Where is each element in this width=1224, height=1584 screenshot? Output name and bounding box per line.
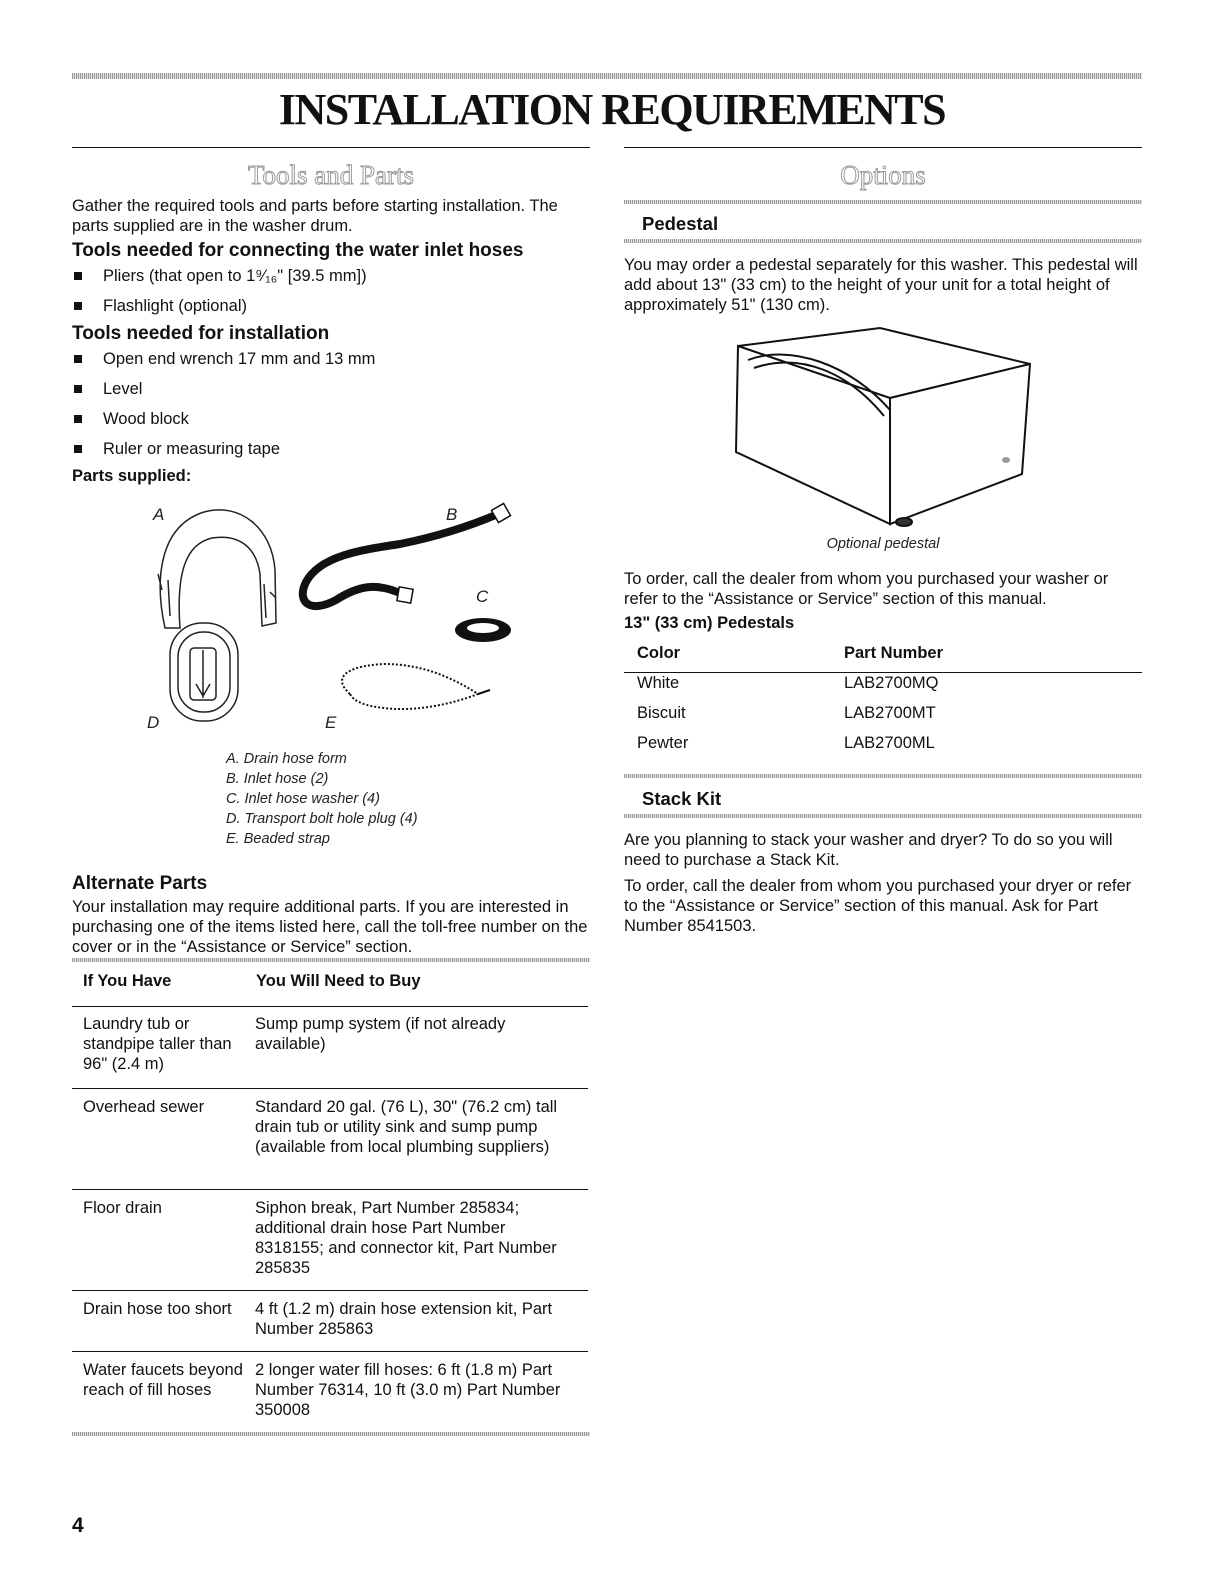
list-item: Flashlight (optional) xyxy=(72,296,582,326)
list-item: Open end wrench 17 mm and 13 mm xyxy=(72,349,582,379)
alternate-parts-rows xyxy=(72,1007,588,1427)
inlet-hose-washer-drawing xyxy=(455,618,511,642)
pedestal-drawing xyxy=(736,328,1030,526)
table-row xyxy=(624,674,1142,704)
cell-part: LAB2700MQ xyxy=(844,674,939,692)
caption: D. Transport bolt hole plug (4) xyxy=(226,811,418,827)
list-item: Ruler or measuring tape xyxy=(72,439,582,469)
cell-have: Overhead sewer xyxy=(72,1088,255,1189)
col-need-to-buy: You Will Need to Buy xyxy=(256,972,421,990)
list-item: Pliers (that open to 1⁹⁄₁₆" [39.5 mm]) xyxy=(72,266,582,296)
hoses-tools-list xyxy=(72,266,582,326)
right-section-rule xyxy=(624,147,1142,148)
part-label-e: E xyxy=(325,713,337,732)
list-item: Wood block xyxy=(72,409,582,439)
pedestals-heading: 13" (33 cm) Pedestals xyxy=(624,614,795,632)
caption: E. Beaded strap xyxy=(226,831,330,847)
table-row xyxy=(72,1007,588,1088)
caption: B. Inlet hose (2) xyxy=(226,771,329,787)
cell-have: Water faucets beyond reach of fill hoses xyxy=(83,1360,243,1399)
pedestal-top-rule xyxy=(624,200,1142,204)
pedestal-bottom-rule xyxy=(624,239,1142,243)
table-row xyxy=(624,704,1142,734)
alternate-parts-heading: Alternate Parts xyxy=(72,873,208,894)
cell-have: Drain hose too short xyxy=(72,1290,255,1351)
cell-have: Floor drain xyxy=(72,1189,255,1290)
drain-hose-form-drawing xyxy=(158,510,276,628)
cell-buy: Sump pump system (if not already available) xyxy=(255,1007,588,1088)
col-part-number: Part Number xyxy=(844,644,944,662)
transport-bolt-plug-drawing xyxy=(170,623,238,721)
hoses-tools-heading: Tools needed for connecting the water inlet hoses xyxy=(72,240,524,261)
cell-color: Pewter xyxy=(637,734,689,752)
cell-part: LAB2700MT xyxy=(844,704,936,722)
parts-supplied-heading: Parts supplied: xyxy=(72,467,192,485)
page-number: 4 xyxy=(72,1514,84,1537)
alternate-table-top-rule xyxy=(72,958,590,962)
cell-have: Laundry tub or standpipe taller than 96" (2.4 m) xyxy=(72,1007,255,1088)
pedestal-illustration xyxy=(730,324,1040,534)
pedestals-table xyxy=(624,674,1142,764)
install-tools-list xyxy=(72,349,582,469)
caption: A. Drain hose form xyxy=(226,751,347,767)
pedestals-table-header xyxy=(624,636,1142,673)
alternate-table-bottom-rule xyxy=(72,1432,590,1436)
parts-captions xyxy=(226,749,418,849)
stack-top-rule xyxy=(624,774,1142,778)
part-label-a: A xyxy=(153,505,165,524)
cell-buy: Siphon break, Part Number 285834; additional drain hose Part Number 8318155; and connector kit, Part Number 285835 xyxy=(255,1189,588,1290)
col-if-you-have: If You Have xyxy=(83,972,172,990)
tools-intro: Gather the required tools and parts before starting installation. The parts supplied are in the washer drum. xyxy=(72,197,558,235)
caption: C. Inlet hose washer (4) xyxy=(226,791,380,807)
cell-part: LAB2700ML xyxy=(844,734,935,752)
table-row xyxy=(624,734,1142,764)
install-tools-heading: Tools needed for installation xyxy=(72,323,330,344)
parts-illustration xyxy=(140,498,530,738)
table-row xyxy=(72,1290,588,1351)
table-header-row xyxy=(72,966,588,1007)
options-heading: Options xyxy=(840,160,926,190)
cell-buy: 4 ft (1.2 m) drain hose extension kit, Part Number 285863 xyxy=(255,1290,588,1351)
alternate-intro: Your installation may require additional parts. If you are interested in purchasing one of the items listed here, call the toll-free number on the cover or in the “Assistance or Service” section. xyxy=(72,898,588,956)
stack-kit-heading: Stack Kit xyxy=(642,788,722,809)
table-row xyxy=(72,1189,588,1290)
part-label-b: B xyxy=(446,505,458,524)
tools-parts-heading: Tools and Parts xyxy=(247,160,415,190)
left-section-rule xyxy=(72,147,590,148)
stack-text-2: To order, call the dealer from whom you purchased your dryer or refer to the “Assistance or Service” section of this manual. Ask for Part Number 8541503. xyxy=(624,877,1132,935)
pedestal-text: You may order a pedestal separately for this washer. This pedestal will add about 13" (33 cm) to the height of your unit for a total height of approximately 51" (130 cm). xyxy=(624,256,1138,314)
cell-color: Biscuit xyxy=(637,704,686,722)
alternate-parts-table xyxy=(72,966,588,1427)
pedestal-caption: Optional pedestal xyxy=(826,536,940,552)
part-label-d: D xyxy=(147,713,160,732)
list-item: Level xyxy=(72,379,582,409)
stack-bottom-rule xyxy=(624,814,1142,818)
beaded-strap-drawing xyxy=(342,664,490,709)
top-hatch-rule xyxy=(72,73,1142,79)
cell-color: White xyxy=(637,674,680,692)
order-text: To order, call the dealer from whom you purchased your washer or refer to the “Assistance or Service” section of this manual. xyxy=(624,570,1109,608)
cell-buy: Standard 20 gal. (76 L), 30" (76.2 cm) tall drain tub or utility sink and sump pump (available from local plumbing suppliers) xyxy=(255,1088,588,1189)
pedestal-heading: Pedestal xyxy=(642,213,719,234)
col-color: Color xyxy=(637,644,681,662)
stack-text-1: Are you planning to stack your washer and dryer? To do so you will need to purchase a Stack Kit. xyxy=(624,831,1113,869)
table-row xyxy=(72,1351,588,1427)
part-label-c: C xyxy=(476,587,489,606)
table-row xyxy=(72,1088,588,1189)
page-title: INSTALLATION REQUIREMENTS xyxy=(278,85,946,134)
cell-buy: 2 longer water fill hoses: 6 ft (1.8 m) Part Number 76314, 10 ft (3.0 m) Part Number 350008 xyxy=(255,1360,561,1419)
